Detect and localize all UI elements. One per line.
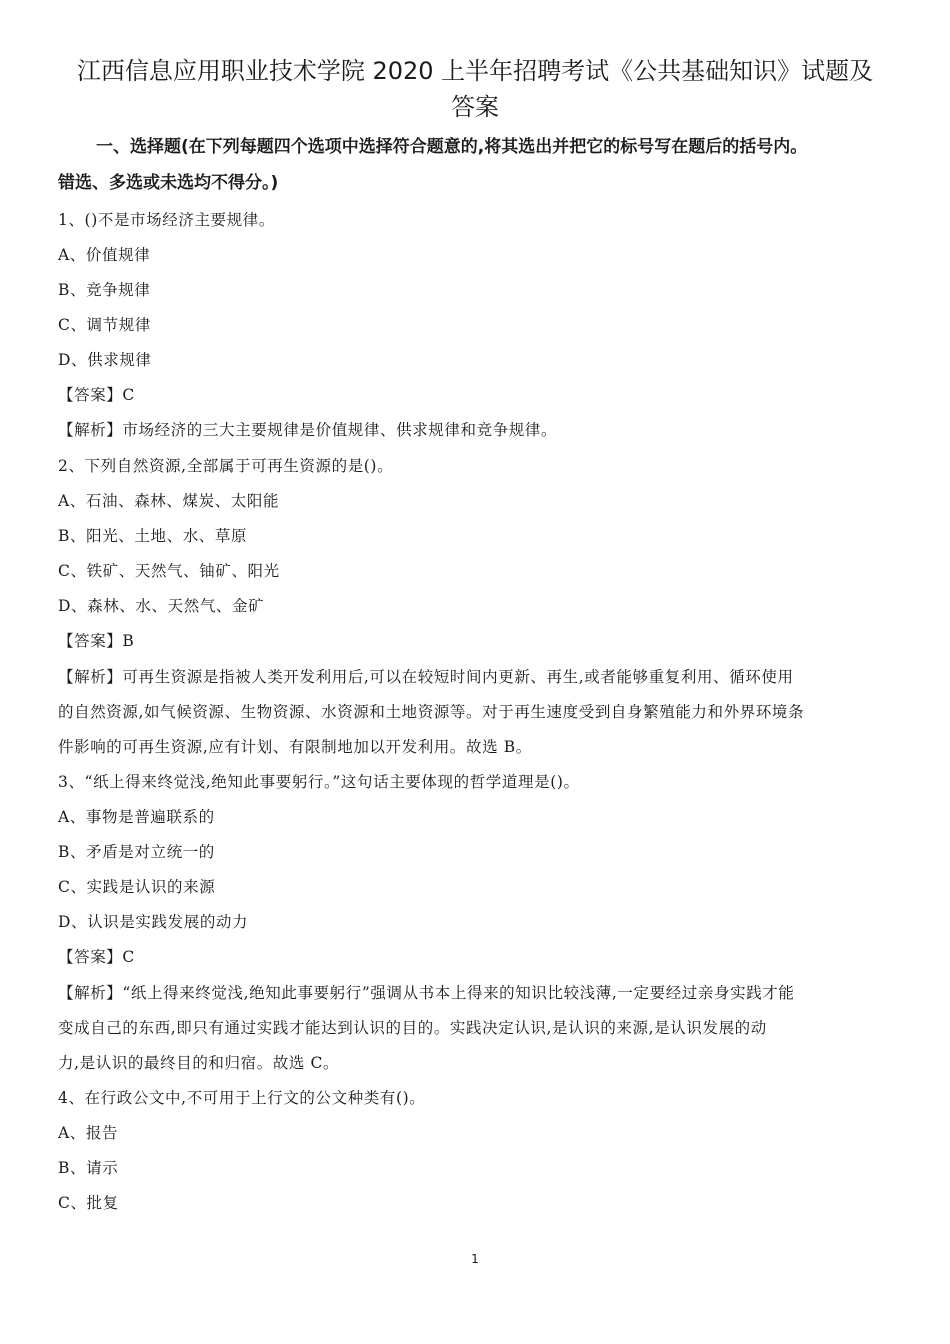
q2-explanation-line-1: 【解析】可再生资源是指被人类开发利用后,可以在较短时间内更新、再生,或者能够重复利用、循环使用 <box>58 668 794 686</box>
question-2-stem: 2、下列自然资源,全部属于可再生资源的是()。 <box>58 457 394 475</box>
question-1-stem: 1、()不是市场经济主要规律。 <box>58 211 275 229</box>
q2-option-b: B、阳光、土地、水、草原 <box>58 527 248 545</box>
q4-option-c: C、批复 <box>58 1194 119 1212</box>
document-title-line-2: 答案 <box>451 93 499 121</box>
q1-explanation: 【解析】市场经济的三大主要规律是价值规律、供求规律和竞争规律。 <box>58 421 558 439</box>
q2-option-c: C、铁矿、天然气、铀矿、阳光 <box>58 562 280 580</box>
q3-explanation-line-3: 力,是认识的最终目的和归宿。故选 C。 <box>58 1054 340 1072</box>
section-heading-line-2: 错选、多选或未选均不得分。) <box>58 173 279 193</box>
q3-option-c: C、实践是认识的来源 <box>58 878 216 896</box>
q2-explanation-line-2: 的自然资源,如气候资源、生物资源、水资源和土地资源等。对于再生速度受到自身繁殖能力和外界环境条 <box>58 703 805 721</box>
section-heading-line-1: 一、选择题(在下列每题四个选项中选择符合题意的,将其选出并把它的标号写在题后的括号内。 <box>96 137 808 157</box>
q1-option-c: C、调节规律 <box>58 316 151 334</box>
q2-option-d: D、森林、水、天然气、金矿 <box>58 597 265 615</box>
q3-option-d: D、认识是实践发展的动力 <box>58 913 249 931</box>
q2-explanation-line-3: 件影响的可再生资源,应有计划、有限制地加以开发利用。故选 B。 <box>58 738 532 756</box>
q3-option-a: A、事物是普遍联系的 <box>58 808 215 826</box>
q3-explanation-line-1: 【解析】“纸上得来终觉浅,绝知此事要躬行”强调从书本上得来的知识比较浅薄,一定要经过亲身实践才能 <box>58 984 795 1002</box>
q3-answer: 【答案】C <box>58 948 135 966</box>
q3-explanation-line-2: 变成自己的东西,即只有通过实践才能达到认识的目的。实践决定认识,是认识的来源,是认识发展的动 <box>58 1019 767 1037</box>
q2-option-a: A、石油、森林、煤炭、太阳能 <box>58 492 280 510</box>
q4-option-b: B、请示 <box>58 1159 119 1177</box>
question-4-stem: 4、在行政公文中,不可用于上行文的公文种类有()。 <box>58 1089 426 1107</box>
q3-option-b: B、矛盾是对立统一的 <box>58 843 215 861</box>
question-3-stem: 3、“纸上得来终觉浅,绝知此事要躬行。”这句话主要体现的哲学道理是()。 <box>58 773 580 791</box>
q1-option-b: B、竞争规律 <box>58 281 151 299</box>
q1-answer: 【答案】C <box>58 386 135 404</box>
document-title-line-1: 江西信息应用职业技术学院 2020 上半年招聘考试《公共基础知识》试题及 <box>76 57 874 85</box>
q4-option-a: A、报告 <box>58 1124 119 1142</box>
q1-option-d: D、供求规律 <box>58 351 152 369</box>
page-number: 1 <box>471 1252 479 1266</box>
q1-option-a: A、价值规律 <box>58 246 151 264</box>
q2-answer: 【答案】B <box>58 632 135 650</box>
